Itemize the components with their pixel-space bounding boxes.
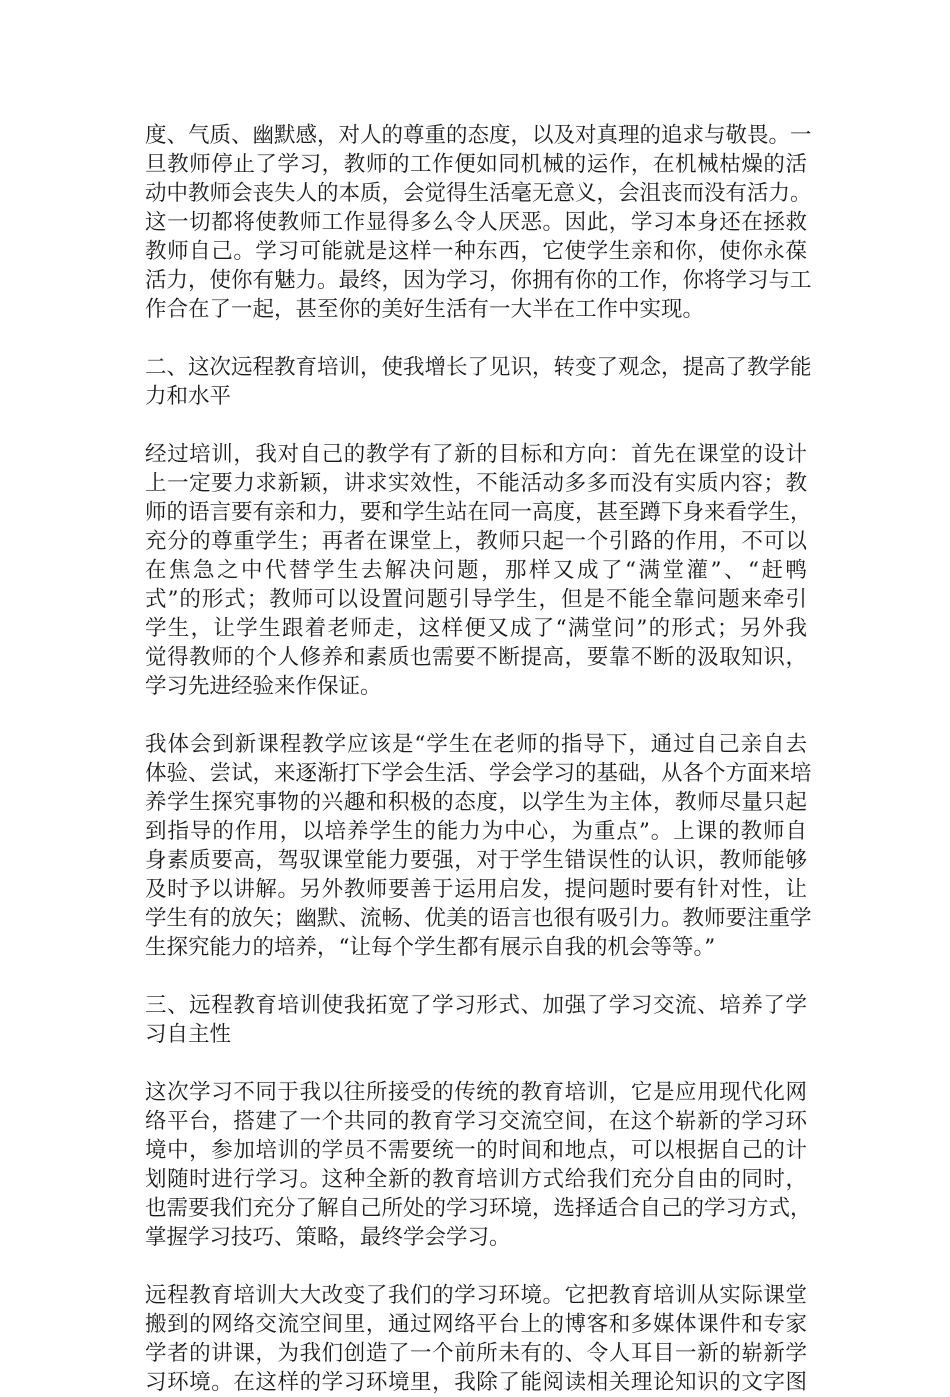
text-line: 这次学习不同于我以往所接受的传统的教育培训，它是应用现代化网 (145, 1080, 807, 1105)
text-line: 上一定要力求新颖，讲求实效性，不能活动多多而没有实质内容；教 (145, 471, 807, 496)
text-line: 我体会到新课程教学应该是“学生在老师的指导下，通过自己亲自去 (145, 732, 807, 757)
text-line: 养学生探究事物的兴趣和积极的态度，以学生为主体，教师尽量只起 (145, 790, 807, 815)
text-line: 作合在了一起，甚至你的美好生活有一大半在工作中实现。 (145, 297, 705, 322)
text-line: 络平台，搭建了一个共同的教育学习交流空间，在这个崭新的学习环 (145, 1109, 807, 1134)
paragraph-teacher-learning (145, 121, 812, 324)
text-line: 学生有的放矢；幽默、流畅、优美的语言也很有吸引力。教师要注重学 (145, 906, 812, 931)
paragraph-spacer (145, 701, 807, 730)
text-line: 力和水平 (145, 384, 232, 409)
paragraph-new-curriculum (145, 730, 812, 962)
text-line: 掌握学习技巧、策略，最终学会学习。 (145, 1225, 511, 1250)
section-heading-two (145, 353, 812, 411)
text-line: 经过培训，我对自己的教学有了新的目标和方向：首先在课堂的设计 (145, 442, 807, 467)
text-line: 学者的讲课，为我们创造了一个前所未有的、令人耳目一新的崭新学 (145, 1341, 807, 1366)
text-line: 及时予以讲解。另外教师要善于运用启发，提问题时要有针对性，让 (145, 877, 807, 902)
text-line: 划随时进行学习。这种全新的教育培训方式给我们充分自由的同时， (145, 1167, 807, 1192)
text-line: 境中，参加培训的学员不需要统一的时间和地点，可以根据自己的计 (145, 1138, 807, 1163)
text-line: 旦教师停止了学习，教师的工作便如同机械的运作，在机械枯燥的活 (145, 152, 807, 177)
text-line: 远程教育培训大大改变了我们的学习环境。它把教育培训从实际课堂 (145, 1283, 807, 1308)
paragraph-learning-environment (145, 1281, 807, 1397)
text-line: 这一切都将使教师工作显得多么令人厌恶。因此，学习本身还在拯救 (145, 210, 807, 235)
text-line: 二、这次远程教育培训，使我增长了见识，转变了观念，提高了教学能 (145, 355, 812, 380)
text-line: 搬到的网络交流空间里，通过网络平台上的博客和多媒体课件和专家 (145, 1312, 807, 1337)
text-line: 式”的形式；教师可以设置问题引导学生，但是不能全靠问题来牵引 (145, 587, 807, 612)
text-line: 活力，使你有魅力。最终，因为学习，你拥有你的工作，你将学习与工 (145, 268, 812, 293)
text-line: 教师自己。学习可能就是这样一种东西，它使学生亲和你，使你永葆 (145, 239, 807, 264)
paragraph-spacer (145, 411, 807, 440)
paragraph-training-goals (145, 440, 812, 701)
text-line: 习环境。在这样的学习环境里，我除了能阅读相关理论知识的文字图 (145, 1370, 807, 1395)
text-line: 生探究能力的培养，“让每个学生都有展示自我的机会等等。” (145, 935, 716, 960)
text-line: 身素质要高，驾驭课堂能力要强，对于学生错误性的认识，教师能够 (145, 848, 807, 873)
text-line: 动中教师会丧失人的本质，会觉得生活毫无意义，会沮丧而没有活力。 (145, 181, 812, 206)
text-line: 觉得教师的个人修养和素质也需要不断提高，要靠不断的汲取知识， (145, 645, 807, 670)
section-heading-three (145, 991, 807, 1049)
paragraph-spacer (145, 962, 807, 991)
text-line: 也需要我们充分了解自己所处的学习环境，选择适合自己的学习方式， (145, 1196, 812, 1221)
text-line: 到指导的作用，以培养学生的能力为中心，为重点”。上课的教师自 (145, 819, 807, 844)
text-line: 充分的尊重学生；再者在课堂上，教师只起一个引路的作用，不可以 (145, 529, 807, 554)
text-line: 学生，让学生跟着老师走，这样便又成了“满堂问”的形式；另外我 (145, 616, 807, 641)
text-line: 三、远程教育培训使我拓宽了学习形式、加强了学习交流、培养了学 (145, 993, 807, 1018)
paragraph-spacer (145, 1252, 807, 1281)
text-line: 学习先进经验来作保证。 (145, 674, 382, 699)
text-line: 师的语言要有亲和力，要和学生站在同一高度，甚至蹲下身来看学生， (145, 500, 812, 525)
text-line: 在焦急之中代替学生去解决问题，那样又成了“满堂灌”、“赶鸭 (145, 558, 807, 583)
paragraph-spacer (145, 1049, 807, 1078)
paragraph-spacer (145, 324, 807, 353)
text-line: 习自主性 (145, 1022, 232, 1047)
text-line: 度、气质、幽默感，对人的尊重的态度，以及对真理的追求与敬畏。一 (145, 123, 812, 148)
text-line: 体验、尝试，来逐渐打下学会生活、学会学习的基础，从各个方面来培 (145, 761, 812, 786)
paragraph-online-platform (145, 1078, 812, 1252)
document-body (145, 121, 812, 1397)
